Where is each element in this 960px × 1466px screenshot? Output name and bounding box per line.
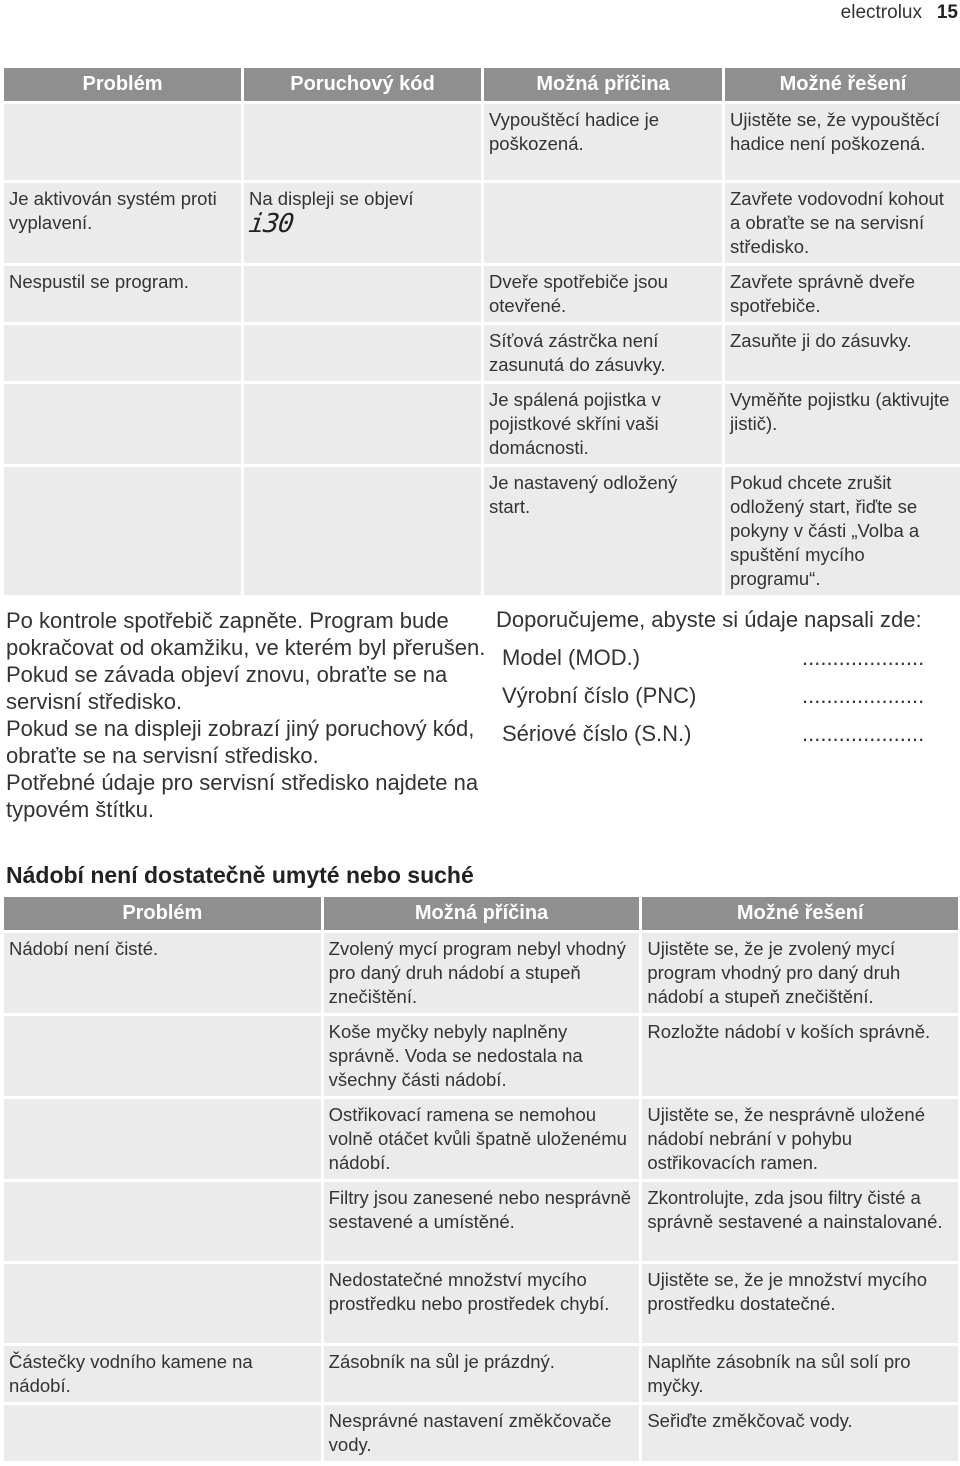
cell-problem [4,384,241,464]
table-row [4,1182,958,1261]
cell-code [244,266,481,322]
table-header-row [4,897,958,930]
cell-solution: Naplňte zásobník na sůl solí pro myčky. [642,1346,958,1402]
table-row [4,1264,958,1343]
cell-problem: Je aktivován systém proti vyplavení. [4,183,241,263]
cell-code [244,384,481,464]
cell-solution: Zavřete vodovodní kohout a obraťte se na servisní středisko. [725,183,960,263]
column-header-cause: Možná příčina [324,897,640,930]
error-code-table [1,65,960,598]
brand-name: electrolux [840,2,922,23]
cell-solution: Ujistěte se, že vypouštěcí hadice není poškozená. [725,104,960,180]
cell-cause: Nesprávné nastavení změkčovače vody. [324,1405,640,1461]
record-blank: .................... [802,645,925,670]
note-paragraph: Pokud se na displeji zobrazí jiný poruchový kód, obraťte se na servisní středisko. [6,716,475,768]
table-row [4,1405,958,1461]
column-header-problem: Problém [4,68,241,101]
cell-problem: Nádobí není čisté. [4,933,321,1013]
record-row-model [496,645,956,683]
table-row [4,104,960,180]
record-label: Výrobní číslo (PNC) [502,683,697,708]
restart-note [6,607,486,823]
cell-solution: Rozložte nádobí v koších správně. [642,1016,958,1096]
record-row-pnc [496,683,956,721]
cell-cause: Vypouštěcí hadice je poškozená. [484,104,722,180]
cell-solution: Ujistěte se, že je množství mycího prostředku dostatečné. [642,1264,958,1343]
cell-code [244,325,481,381]
cell-solution: Ujistěte se, že je zvolený mycí program vhodný pro daný druh nádobí a stupeň znečištění. [642,933,958,1013]
cell-problem [4,325,241,381]
record-label: Sériové číslo (S.N.) [502,721,692,746]
column-header-solution: Možné řešení [725,68,960,101]
cell-cause: Je nastavený odložený start. [484,467,722,595]
table-row [4,266,960,322]
cell-solution: Vyměňte pojistku (aktivujte jistič). [725,384,960,464]
page-number: 15 [936,2,958,23]
cell-cause [484,183,722,263]
cell-cause: Koše myčky nebyly naplněny správně. Voda se nedostala na všechny části nádobí. [324,1016,640,1096]
table-row [4,1016,958,1096]
table-row [4,183,960,263]
appliance-data-record [496,607,956,759]
record-blank: .................... [802,683,925,708]
cell-solution: Zkontrolujte, zda jsou filtry čisté a správně sestavené a nainstalované. [642,1182,958,1261]
cell-solution: Pokud chcete zrušit odložený start, řiďte se pokyny v části „Volba a spuštění mycího programu“. [725,467,960,595]
cell-cause: Dveře spotřebiče jsou otevřené. [484,266,722,322]
cell-cause: Zvolený mycí program nebyl vhodný pro daný druh nádobí a stupeň znečištění. [324,933,640,1013]
cell-cause: Nedostatečné množství mycího prostředku nebo prostředek chybí. [324,1264,640,1343]
code-text: Na displeji se objeví [249,188,414,209]
cell-code [244,467,481,595]
section-heading: Nádobí není dostatečně umyté nebo suché [6,862,474,888]
cell-solution: Ujistěte se, že nesprávně uložené nádobí nebrání v pohybu ostřikovacích ramen. [642,1099,958,1179]
cell-problem [4,1182,321,1261]
note-paragraph: Potřebné údaje pro servisní středisko najdete na typovém štítku. [6,770,479,822]
table-header-row [4,68,960,101]
cell-code [244,104,481,180]
note-paragraph: Po kontrole spotřebič zapněte. Program bude pokračovat od okamžiku, ve kterém byl přerušen. [6,608,486,660]
cell-problem: Nespustil se program. [4,266,241,322]
column-header-solution: Možné řešení [642,897,958,930]
record-blank: .................... [802,721,925,746]
column-header-cause: Možná příčina [484,68,722,101]
cell-solution: Seřiďte změkčovač vody. [642,1405,958,1461]
cell-cause: Je spálená pojistka v pojistkové skříni vaši domácnosti. [484,384,722,464]
record-label: Model (MOD.) [502,645,641,670]
table-row [4,325,960,381]
cell-cause: Ostřikovací ramena se nemohou volně otáčet kvůli špatně uloženému nádobí. [324,1099,640,1179]
cell-cause: Filtry jsou zanesené nebo nesprávně sestavené a umístěné. [324,1182,640,1261]
record-row-serial [496,721,956,759]
display-code: i30 [246,209,296,239]
column-header-problem: Problém [4,897,321,930]
table-row [4,1099,958,1179]
record-intro: Doporučujeme, abyste si údaje napsali zde: [496,607,922,632]
cell-solution: Zavřete správně dveře spotřebiče. [725,266,960,322]
cell-problem: Částečky vodního kamene na nádobí. [4,1346,321,1402]
note-paragraph: Pokud se závada objeví znovu, obraťte se na servisní středisko. [6,662,448,714]
cell-problem [4,1405,321,1461]
cell-cause: Zásobník na sůl je prázdný. [324,1346,640,1402]
table-row [4,467,960,595]
cell-problem [4,1016,321,1096]
washing-results-table [1,894,960,1464]
cell-problem [4,1099,321,1179]
table-row [4,933,958,1013]
cell-problem [4,467,241,595]
table-row [4,1346,958,1402]
cell-code [244,183,481,263]
column-header-error-code: Poruchový kód [244,68,481,101]
cell-solution: Zasuňte ji do zásuvky. [725,325,960,381]
table-row [4,384,960,464]
cell-problem [4,1264,321,1343]
cell-cause: Síťová zástrčka není zasunutá do zásuvky. [484,325,722,381]
cell-problem [4,104,241,180]
